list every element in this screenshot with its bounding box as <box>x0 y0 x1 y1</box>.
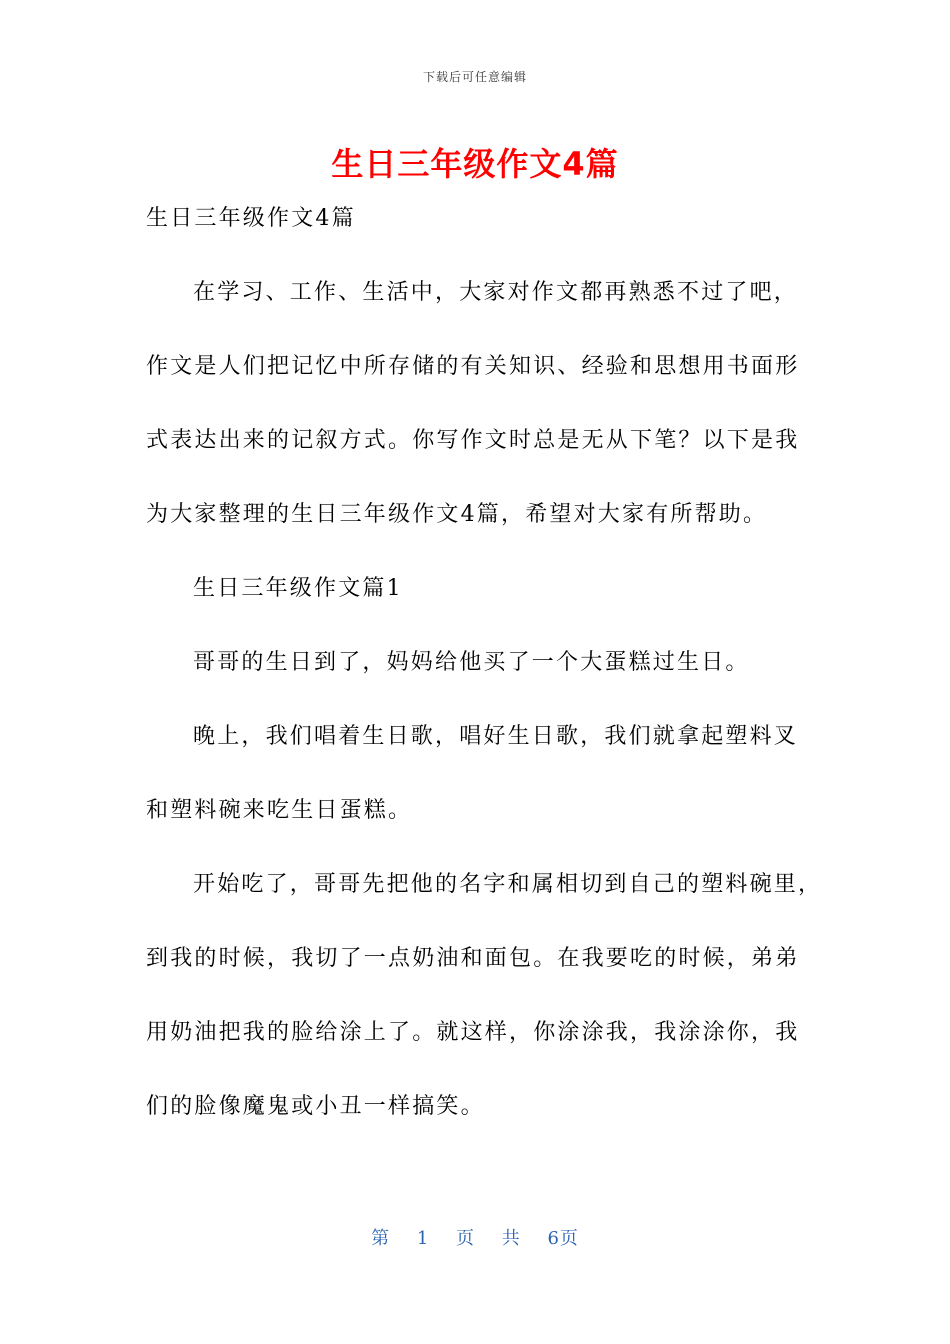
paragraph-line: 作文是人们把记忆中所存储的有关知识、经验和思想用书面形 <box>146 354 800 379</box>
document-title: 生日三年级作文4篇 <box>331 145 619 183</box>
paragraph-line: 为大家整理的生日三年级作文4篇，希望对大家有所帮助。 <box>146 502 768 527</box>
footer-total-prefix: 共 <box>501 1228 521 1249</box>
paragraph-line: 开始吃了，哥哥先把他的名字和属相切到自己的塑料碗里， <box>193 872 823 897</box>
paragraph-line: 在学习、工作、生活中，大家对作文都再熟悉不过了吧， <box>193 280 799 305</box>
footer-page-word: 页 <box>456 1228 475 1249</box>
footer-total-pages: 6页 <box>547 1228 579 1249</box>
paragraph-line: 式表达出来的记叙方式。你写作文时总是无从下笔？以下是我 <box>146 428 800 453</box>
paragraph-line: 哥哥的生日到了，妈妈给他买了一个大蛋糕过生日。 <box>193 650 750 675</box>
section-heading: 生日三年级作文篇1 <box>193 576 403 601</box>
footer-page-number: 1 <box>416 1228 430 1249</box>
paragraph-line: 用奶油把我的脸给涂上了。就这样，你涂涂我，我涂涂你，我 <box>146 1020 800 1045</box>
paragraph-line: 到我的时候，我切了一点奶油和面包。在我要吃的时候，弟弟 <box>146 946 800 971</box>
header-note: 下载后可任意编辑 <box>422 70 527 84</box>
paragraph-line: 和塑料碗来吃生日蛋糕。 <box>146 798 413 823</box>
document-body <box>146 201 823 1125</box>
paragraph-line: 晚上，我们唱着生日歌，唱好生日歌，我们就拿起塑料叉 <box>193 724 799 749</box>
subtitle-line: 生日三年级作文4篇 <box>146 206 356 231</box>
footer-prefix: 第 <box>371 1228 391 1249</box>
page-footer <box>0 1224 950 1250</box>
paragraph-line: 们的脸像魔鬼或小丑一样搞笑。 <box>146 1094 485 1119</box>
